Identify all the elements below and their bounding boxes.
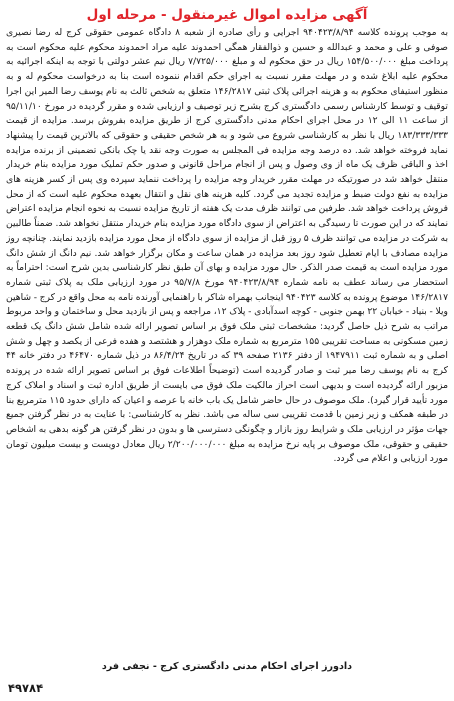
footer xyxy=(8,681,446,695)
notice-title: آگهی مزایده اموال غیرمنقول - مرحله اول xyxy=(86,7,368,23)
signature-line: دادورز اجرای احکام مدنی دادگستری کرج - نجفی فرد xyxy=(101,661,353,672)
notice-number: ۴۹۷۸۴ xyxy=(8,681,44,695)
notice-body: به موجب پرونده کلاسه ۹۴۰۴۲۳/۸/۹۴ اجرایی و رأی صادره از شعبه ۸ دادگاه عمومی حقوقی کرج له رضا نصیری صوفی و علی و محمد و عبدالله و حسین و ذوالفقار همگی احمدوند علیه مراد احمدوند محکوم علیه محکوم است به پرداخت مبلغ ۱۵۴/۵۰۰/۰۰۰ ریال در حق محکوم له و مبلغ ۷/۷۲۵/۰۰۰ ریال نیم عشر دولتی با توجه به اینکه اجرائیه به محکوم علیه ابلاغ شده و در مهلت مقرر نسبت به اجرای حکم اقدام ننموده است بنا به درخواست محکوم له و به منظور استیفای محکوم به و هزینه اجرائی پلاک ثبتی ۱۴۶/۲۸۱۷ متعلق به شخص ثالث به نام یوسف رضا المیر این اجرا توقیف و توسط کارشناس رسمی دادگستری کرج بشرح زیر توصیف و ارزیابی شده و مقرر گردیده در مورخ ۹۵/۱۱/۱۰ از ساعت ۱۱ الی ۱۲ در محل اجرای احکام مدنی دادگستری کرج از طریق مزایده بفروش برسد. مزایده از قیمت ۱۸۳/۳۳۳/۳۳۳ ریال با نظر به کارشناسی شروع می شود و به هر شخص حقیقی و حقوقی که بالاترین قیمت را پیشنهاد نماید فروخته خواهد شد. ده درصد وجه مزایده فی المجلس به صورت وجه نقد یا چک بانکی تضمینی از برنده مزایده اخذ و الباقی ظرف یک ماه از وی وصول و پس از انجام مراحل قانونی و صدور حکم تملیک مورد مزایده بنام خریدار منتقل خواهد شد در صورتیکه در مهلت مقرر خریدار وجه مزایده را پرداخت ننماید سپرده وی پس از کسر هزینه های مزایده به نفع دولت ضبط و مزایده تجدید می گردد. کلیه هزینه های نقل و انتقال بعهده محکوم علیه است که از محل فروش پرداخت خواهد شد. طرفین می توانند ظرف مدت یک هفته از تاریخ مزایده نسبت به نحوه انجام مزایده اعتراض نمایند که در این صورت تا رسیدگی به اعتراض از سوی دادگاه مورد مزایده بنام خریدار منتقل نخواهد شد. ضمناً طالبین به شرکت در مزایده می توانند ظرف ۵ روز قبل از مزایده از سوی دادگاه از محل مورد مزایده بازدید نمایند. چنانچه روز مزایده مصادف با ایام تعطیل شود روز بعد مزایده در همان ساعت و مکان برگزار خواهد شد. نیم دانگ از شش دانگ مورد مزایده است به قیمت صدر الذکر. حال مورد مزایده و بهای آن طبق نظر کارشناسی بدین شرح است: احتراماً به استحضار می رساند عطف به نامه شماره ۹۴۰۴۲۳/۸/۹۴ مورخ ۹۵/۷/۸ در مورد ارزیابی ملک به پلاک ثبتی شماره ۱۴۶/۲۸۱۷ موضوع پرونده به کلاسه ۹۴۰۴۲۳ اینجانب بهمراه شاکر با راهنمایی آورنده نامه به محل واقع در کرج - شاهین ویلا - بنیاد - خیابان ۲۲ بهمن جنوبی - کوچه اسدآبادی - پلاک ۱۲، مراجعه و پس از بازدید محل و ساختمان و واحد مربوط مراتب به شرح ذیل حاصل گردید: مشخصات ثبتی ملک فوق بر اساس تصویر ارائه شده شامل شش دانگ یک قطعه زمین مسکونی به مساحت تقریبی ۱۵۵ مترمربع به شماره ملک دوهزار و هشتصد و هفده فرعی از یکصد و چهل و شش اصلی و به شماره ثبت ۱۹۴۷۹۱۱ از دفتر ۲۱۳۶ صفحه ۳۹ که در تاریخ ۸۶/۴/۲۴ در ذیل شماره ۴۶۴۷۰ در دفتر خانه ۴۴ کرج به نام یوسف رضا میر ثبت و صادر گردیده است (توضیحاً اطلاعات فوق بر اساس تصویر ارائه شده در پرونده مزبور ارائه گردیده است و بدیهی است احراز مالکیت ملک فوق می بایست از طریق اداره ثبت و اسناد و املاک کرج مورد تأیید قرار گیرد). ملک موصوف در حال حاضر شامل یک باب خانه با عرصه و اعیان که دارای حدود ۱۱۵ مترمربع بنا در طبقه همکف و زیر زمین با قدمت تقریبی سی ساله می باشد. نظر به کارشناسی: با عنایت به در نظر گرفتن جمیع جهات مؤثر در ارزیابی ملک و شرایط روز بازار و چگونگی دسترسی ها و بدون در نظر گرفتن هر گونه بدهی به اشخاص حقیقی و حقوقی، ملک موصوف بر پایه نرخ مزایده به مبلغ ۲/۲۰۰/۰۰۰/۰۰۰ ریال معادل دویست و بیست میلیون تومان مورد ارزیابی و اعلام می گردد. xyxy=(6,27,448,465)
